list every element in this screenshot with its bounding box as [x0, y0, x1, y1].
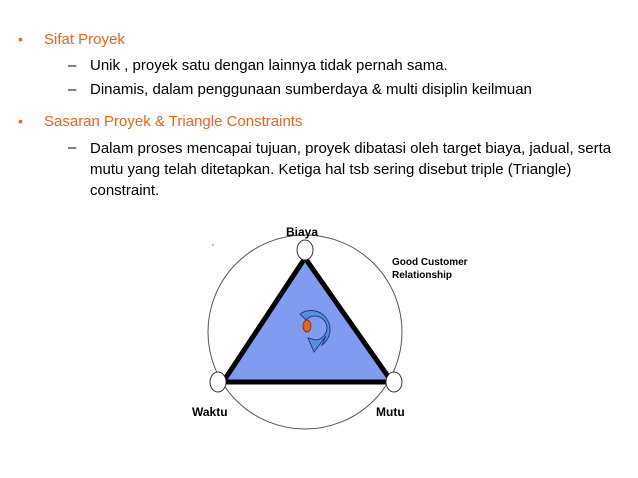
bullet-dot: •: [18, 113, 23, 129]
dash-marker: –: [68, 81, 77, 98]
tick-mark: [212, 244, 214, 246]
bullet-heading: Sasaran Proyek & Triangle Constraints: [44, 113, 303, 130]
sub-bullet-text: Dinamis, dalam penggunaan sumberdaya & multi disiplin keilmuan: [90, 81, 532, 98]
note-good-customer-relationship: [392, 256, 468, 282]
note-line: Relationship: [392, 270, 453, 281]
vertex-knob-right: [386, 372, 402, 392]
dash-marker: –: [68, 139, 77, 156]
vertex-knob-top: [297, 240, 313, 260]
label-waktu: Waktu: [192, 405, 228, 419]
center-dot: [303, 320, 311, 332]
sub-bullet-text: Unik , proyek satu dengan lainnya tidak pernah sama.: [90, 57, 448, 74]
label-biaya: Biaya: [286, 225, 319, 239]
dash-marker: –: [68, 57, 77, 74]
note-line: Good Customer: [392, 257, 468, 268]
sub-bullet-text: Dalam proses mencapai tujuan, proyek dibatasi oleh target biaya, jadual, serta mutu yang telah ditetapkan. Ketiga hal tsb sering disebut triple (Triangle) constraint.: [90, 140, 612, 199]
label-mutu: Mutu: [376, 405, 405, 419]
bullet-heading: Sifat Proyek: [44, 31, 125, 48]
bullet-dot: •: [18, 31, 23, 47]
vertex-knob-left: [210, 372, 226, 392]
